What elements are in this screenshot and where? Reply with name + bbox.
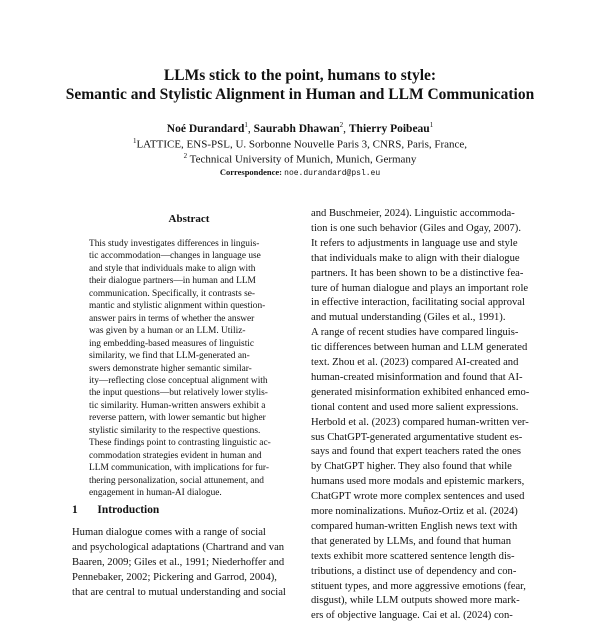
paper-title	[0, 66, 600, 104]
author-name: Thierry Poibeau	[348, 122, 430, 135]
text-line: ers of objective language. Cai et al. (2024) con-	[311, 610, 513, 622]
author-separator: ,	[343, 122, 349, 135]
text-line: These findings point to contrasting linguistic ac-	[89, 438, 271, 449]
correspondence	[0, 166, 600, 180]
text-line: by ChatGPT higher. They also found that while	[311, 461, 512, 473]
text-line: tional content and used more salient expressions.	[311, 401, 519, 413]
author-sup: 2	[339, 121, 344, 129]
text-line: Herbold et al. (2023) compared human-written ver-	[311, 416, 529, 428]
text-line: Pennebaker, 2002; Pickering and Garrod, 2004),	[72, 571, 277, 583]
section-heading	[72, 503, 159, 517]
text-line: partners. It has been shown to be a distinctive fea-	[311, 267, 524, 279]
text-line: sus ChatGPT-generated argumentative student es-	[311, 431, 523, 443]
text-line: more nominalizations. Muñoz-Ortiz et al. (2024)	[311, 506, 518, 517]
abstract-heading: Abstract	[168, 213, 210, 225]
text-line: answer pairs in terms of whether the answer	[89, 313, 255, 324]
text-line: thering personalization, social attunement, and	[89, 475, 264, 486]
affiliation-sup: 1	[132, 137, 137, 145]
text-line: reverse pattern, with lower semantic but higher	[89, 413, 266, 424]
affiliation-2	[0, 149, 600, 168]
text-line: ture of human dialogue and plays an important role	[311, 282, 529, 294]
text-line: stituent types, and more aggressive emotions (fear,	[311, 580, 526, 592]
text-line: It refers to adjustments in language use and style	[311, 237, 518, 249]
affiliation-text: Technical University of Munich, Munich, Germany	[187, 153, 417, 166]
text-line: swers demonstrate higher semantic similar-	[89, 363, 252, 374]
text-line: Human dialogue comes with a range of social	[72, 527, 266, 538]
text-line: tributions, a distinct use of dependency and con-	[311, 565, 517, 577]
text-line: was given by a human or an LLM. Utiliz-	[89, 326, 246, 337]
text-line: ity—reflecting close conceptual alignment with	[89, 375, 268, 386]
text-line: ChatGPT wrote more complex sentences and used	[311, 491, 525, 503]
text-line: the input questions—but relatively lower stylis-	[89, 388, 268, 399]
text-line: and psychological adaptations (Chartrand and van	[72, 541, 285, 553]
text-line: humans used more modals and epistemic markers,	[311, 476, 525, 488]
text-line: that generated by LLMs, and found that human	[311, 535, 512, 547]
text-line: their dialogue partners—in human and LLM	[89, 276, 256, 287]
text-line: disgust), while LLM outputs showed more mark-	[311, 595, 520, 607]
correspondence-email[interactable]: noe.durandard@psl.eu	[284, 169, 381, 178]
section-title: Introduction	[97, 504, 160, 516]
text-line: A range of recent studies have compared linguis-	[311, 327, 519, 339]
text-line: engagement in human-AI dialogue.	[89, 488, 222, 498]
text-line: generated misinformation exhibited enhanced emo-	[311, 386, 530, 398]
text-line: text. Zhou et al. (2023) compared AI-created and	[311, 357, 519, 368]
text-line: and Buschmeier, 2024). Linguistic accommoda-	[311, 208, 515, 219]
text-line: ing embedding-based measures of linguistic	[89, 338, 255, 349]
text-line: texts exhibit more scattered sentence length dis-	[311, 550, 515, 562]
affiliation-sup: 2	[183, 152, 188, 160]
text-line: Baaren, 2009; Giles et al., 1991; Niederhoffer and	[72, 556, 285, 568]
text-line: and style that individuals make to align with	[89, 263, 256, 274]
affiliation-text: LATTICE, ENS-PSL, U. Sorbonne Nouvelle Paris 3, CNRS, Paris, France,	[136, 138, 468, 151]
text-line: commodation strategies evident in human and	[89, 450, 262, 461]
text-line: similarity, we find that LLM-generated an-	[89, 351, 250, 362]
text-line: says and found that expert teachers rated the ones	[311, 446, 522, 458]
text-line: communication. Specifically, it contrasts se-	[89, 288, 256, 299]
text-line: tion is one such behavior (Giles and Ogay, 2007).	[311, 222, 521, 234]
section-number: 1	[72, 504, 78, 516]
text-line: tic accommodation—changes in language use	[89, 251, 261, 262]
text-line: that individuals make to align with their dialogue	[311, 252, 520, 264]
text-line: tic differences between human and LLM generated	[311, 342, 528, 354]
author-sup: 1	[429, 121, 434, 129]
text-line: This study investigates differences in linguis-	[89, 239, 260, 249]
text-line: mantic and stylistic alignment within question-	[89, 301, 266, 312]
author-name: Saurabh Dhawan	[253, 122, 340, 135]
correspondence-label: Correspondence:	[219, 167, 283, 177]
text-line: stylistic similarity to the respective questions.	[89, 425, 261, 436]
author-separator: ,	[247, 122, 254, 135]
text-line: human-created misinformation and found that AI-	[311, 371, 523, 383]
title-line-1: LLMs stick to the point, humans to style:	[163, 67, 437, 84]
author-name: Noé Durandard	[166, 122, 245, 135]
text-line: and mutual understanding (Giles et al., 1991).	[311, 312, 506, 324]
text-line: in effective interaction, facilitating social approval	[311, 297, 525, 309]
text-line: LLM communication, with implications for fur-	[89, 463, 269, 474]
text-line: that are central to mutual understanding and social	[72, 586, 286, 598]
text-line: compared human-written English news text with	[311, 520, 518, 532]
title-line-2: Semantic and Stylistic Alignment in Human and LLM Communication	[65, 86, 535, 103]
author-sup: 1	[244, 121, 248, 129]
text-line: tic similarity. Human-written answers exhibit a	[89, 400, 266, 411]
